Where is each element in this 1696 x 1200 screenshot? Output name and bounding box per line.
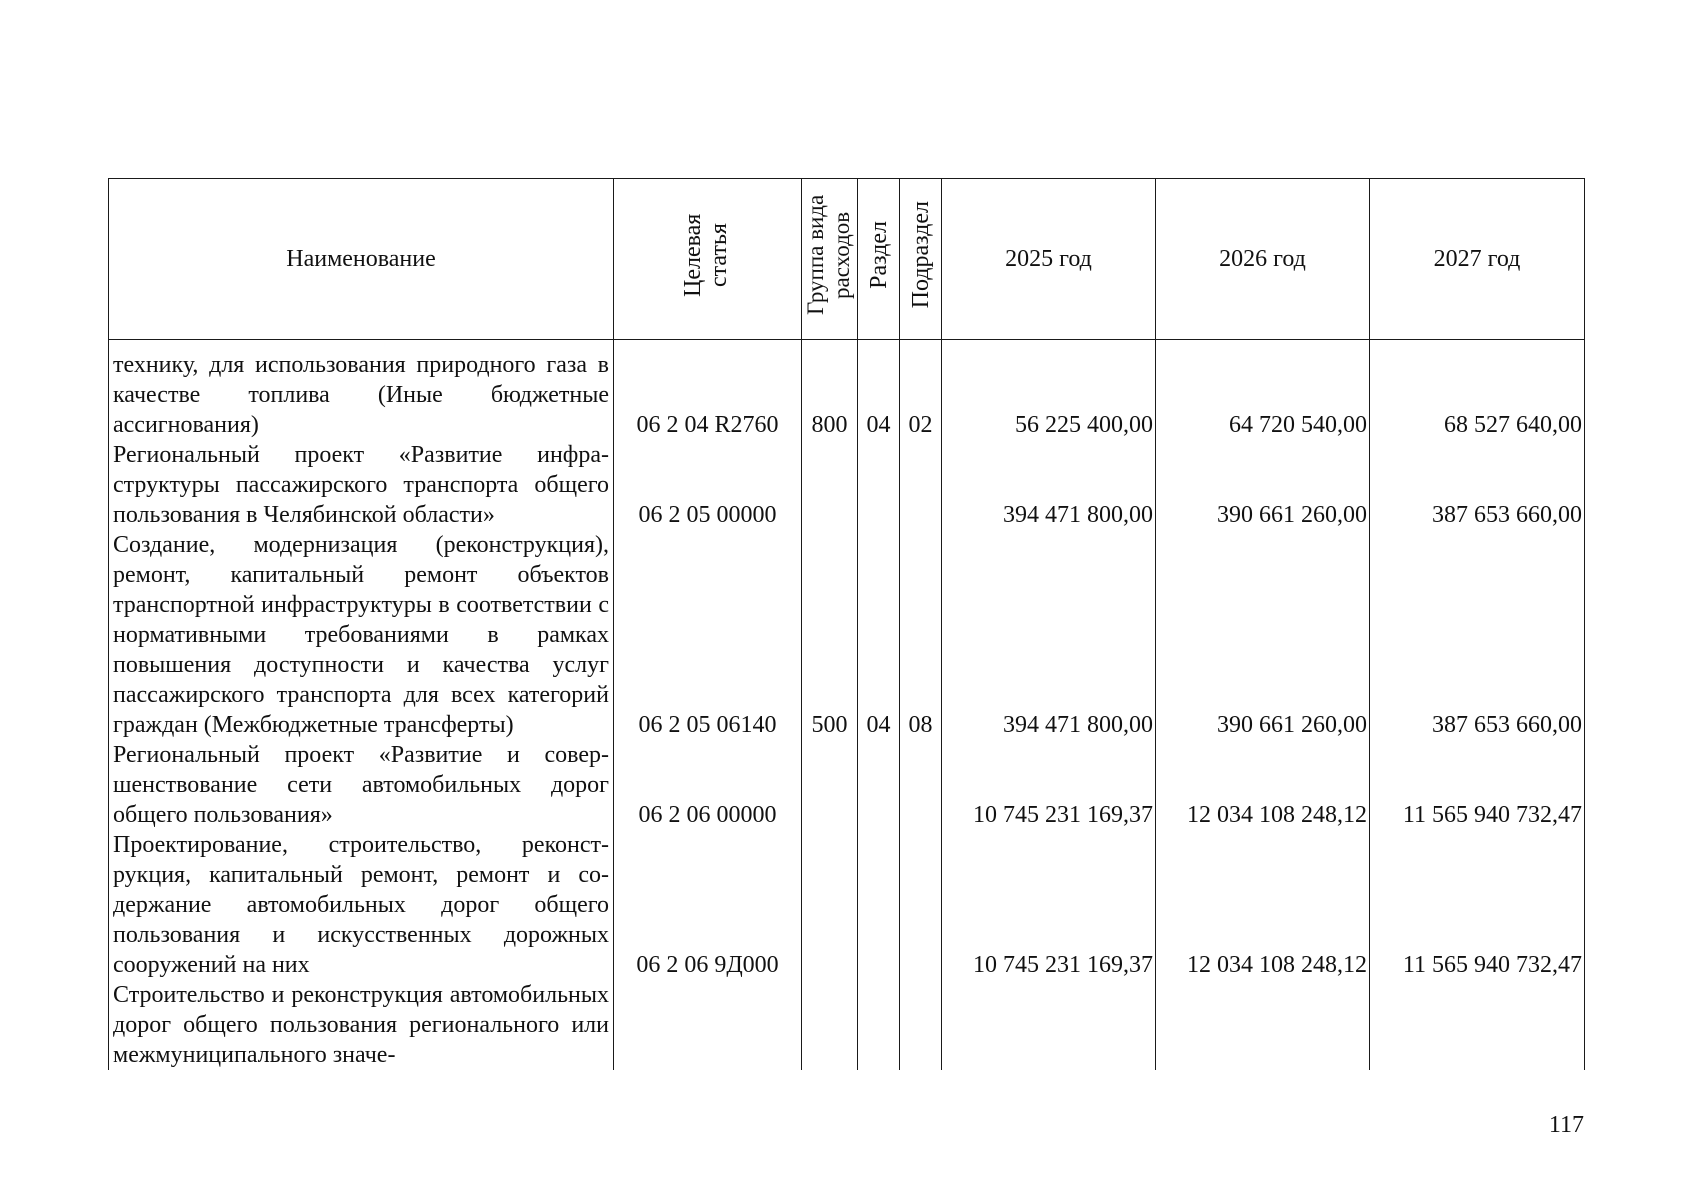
row-amount-2025: 394 471 800,00 xyxy=(942,530,1156,740)
row-subsection xyxy=(900,440,942,530)
row-group xyxy=(802,440,858,530)
row-amount-2026: 12 034 108 248,12 xyxy=(1156,740,1370,830)
row-name: Региональный проект «Развитие и совершенствование сети автомобильных дорог общего пользования» xyxy=(109,740,614,830)
row-code: 06 2 05 00000 xyxy=(614,440,802,530)
row-amount-2027: 68 527 640,00 xyxy=(1370,340,1585,441)
table-row xyxy=(109,530,1585,740)
row-subsection: 08 xyxy=(900,530,942,740)
row-amount-2025: 56 225 400,00 xyxy=(942,340,1156,441)
row-amount-2027: 11 565 940 732,47 xyxy=(1370,830,1585,980)
row-name: Региональный проект «Развитие инфраструктуры пассажирского транспорта общего пользования в Челябинской области» xyxy=(109,440,614,530)
row-section: 04 xyxy=(858,340,900,441)
row-group xyxy=(802,830,858,980)
header-year-2026: 2026 год xyxy=(1156,179,1370,340)
row-amount-2025: 10 745 231 169,37 xyxy=(942,830,1156,980)
row-subsection xyxy=(900,830,942,980)
row-name: технику, для использования природного газа в качестве топлива (Иные бюджетные ассигнования) xyxy=(109,340,614,441)
row-code xyxy=(614,980,802,1070)
row-subsection xyxy=(900,980,942,1070)
budget-table xyxy=(108,178,1585,1070)
row-subsection xyxy=(900,740,942,830)
row-name: Проектирование, строительство, реконструкция, капитальный ремонт, ремонт и содержание автомобильных дорог общего пользования и искусственных дорожных сооружений на них xyxy=(109,830,614,980)
table-row xyxy=(109,740,1585,830)
row-amount-2026: 12 034 108 248,12 xyxy=(1156,830,1370,980)
row-group: 500 xyxy=(802,530,858,740)
table-row xyxy=(109,440,1585,530)
page-number: 117 xyxy=(1548,1112,1584,1138)
header-section: Раздел xyxy=(858,179,900,340)
row-amount-2026: 64 720 540,00 xyxy=(1156,340,1370,441)
table-row xyxy=(109,830,1585,980)
row-section xyxy=(858,980,900,1070)
row-amount-2025 xyxy=(942,980,1156,1070)
row-subsection: 02 xyxy=(900,340,942,441)
row-code: 06 2 04 R2760 xyxy=(614,340,802,441)
header-subsection: Подраздел xyxy=(900,179,942,340)
row-amount-2027: 387 653 660,00 xyxy=(1370,530,1585,740)
table-row xyxy=(109,340,1585,441)
row-section xyxy=(858,440,900,530)
row-amount-2027: 387 653 660,00 xyxy=(1370,440,1585,530)
row-group xyxy=(802,980,858,1070)
row-amount-2026: 390 661 260,00 xyxy=(1156,440,1370,530)
row-code: 06 2 06 9Д000 xyxy=(614,830,802,980)
row-amount-2027 xyxy=(1370,980,1585,1070)
row-amount-2026 xyxy=(1156,980,1370,1070)
row-group xyxy=(802,740,858,830)
header-year-2027: 2027 год xyxy=(1370,179,1585,340)
header-name: Наименование xyxy=(109,179,614,340)
row-group: 800 xyxy=(802,340,858,441)
row-code: 06 2 05 06140 xyxy=(614,530,802,740)
row-amount-2025: 394 471 800,00 xyxy=(942,440,1156,530)
row-amount-2027: 11 565 940 732,47 xyxy=(1370,740,1585,830)
row-code: 06 2 06 00000 xyxy=(614,740,802,830)
header-target-article: Целевая статья xyxy=(614,179,802,340)
header-expense-group: Группа вида расходов xyxy=(802,179,858,340)
row-section xyxy=(858,740,900,830)
table-header-row xyxy=(109,179,1585,340)
row-section xyxy=(858,830,900,980)
row-amount-2026: 390 661 260,00 xyxy=(1156,530,1370,740)
row-section: 04 xyxy=(858,530,900,740)
table-row xyxy=(109,980,1585,1070)
header-year-2025: 2025 год xyxy=(942,179,1156,340)
row-name: Создание, модернизация (реконструкция), ремонт, капитальный ремонт объектов транспортной инфраструктуры в соответствии с нормативными требованиями в рамках повышения доступности и качества услуг пассажирского транспорта для всех категорий граждан (Межбюджетные трансферты) xyxy=(109,530,614,740)
row-amount-2025: 10 745 231 169,37 xyxy=(942,740,1156,830)
row-name: Строительство и реконструкция автомобильных дорог общего пользования регионального или межмуниципального значе- xyxy=(109,980,614,1070)
